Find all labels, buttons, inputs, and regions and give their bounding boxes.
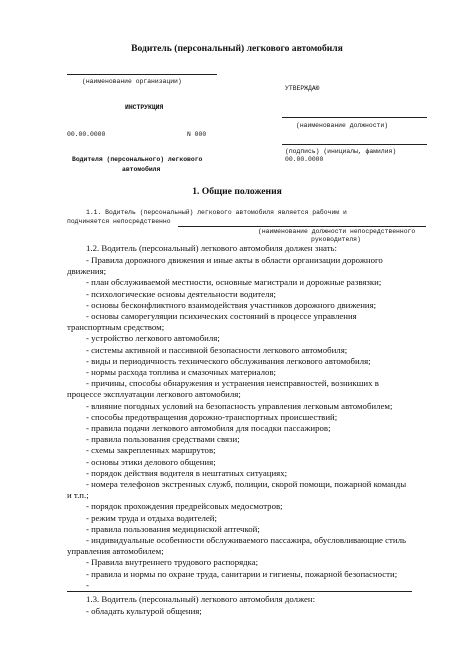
- list-item: - системы активной и пассивной безопасности легкового автомобиля;: [86, 344, 348, 355]
- list-item: - психологические основы деятельности водителя;: [86, 288, 276, 299]
- document-number: N 000: [187, 131, 207, 138]
- list-item: - правила подачи легкового автомобиля для посадки пассажиров;: [86, 423, 331, 433]
- list-item: процессе эксплуатации легкового автомобиля;: [67, 389, 241, 400]
- for-whom-line-1: Водителя (персонального) легкового: [72, 156, 203, 163]
- list-end-line: [67, 591, 412, 592]
- list-item: - способы предотвращения дорожно-транспортных происшествий;: [86, 411, 338, 422]
- section-1-title: 1. Общие положения: [192, 186, 282, 197]
- approve-label: УТВЕРЖДАЮ: [285, 85, 320, 92]
- p11-line-1: 1.1. Водитель (персональный) легкового автомобиля является рабочим и: [86, 209, 347, 216]
- list-item: - основы этики делового общения;: [86, 456, 216, 467]
- list-item: - виды и периодичность технического обслуживания легкового автомобиля;: [86, 355, 371, 366]
- p11-supervisor-line: [178, 226, 426, 227]
- date-number: 00.00.0000: [67, 131, 106, 138]
- list-item: - устройство легкового автомобиля;: [86, 333, 220, 344]
- list-item: - номера телефонов экстренных служб, полиции, скорой помощи, пожарной команды: [86, 479, 407, 489]
- for-whom-line-2: автомобиля: [122, 166, 161, 173]
- p11-line-2: подчиняется непосредственно: [67, 218, 171, 225]
- p13-intro: 1.3. Водитель (персональный) легкового автомобиля должен:: [86, 594, 316, 604]
- list-item: - порядок прохождения предрейсовых медосмотров;: [86, 501, 283, 512]
- p11-caption-2: руководителя): [311, 236, 361, 243]
- position-line: [282, 117, 427, 118]
- list-item: - правила пользования медицинской аптечкой;: [86, 523, 260, 534]
- list-item: -: [86, 579, 89, 590]
- instruction-label: ИНСТРУКЦИЯ: [125, 104, 164, 111]
- p12-intro: 1.2. Водитель (персональный) легкового автомобиля должен знать:: [86, 243, 337, 253]
- list-item: - основы саморегуляции психических состояний в процессе управления: [86, 311, 357, 321]
- list-item: - схемы закрепленных маршрутов;: [86, 445, 216, 456]
- signature-caption: (подпись) (инициалы, фамилия): [285, 148, 397, 155]
- organization-line: [67, 74, 217, 75]
- list-item: - основы бесконфликтного взаимодействия участников дорожного движения;: [86, 299, 377, 310]
- list-item: управления автомобилем;: [67, 546, 164, 557]
- list-item: - порядок действия водителя в нештатных ситуациях;: [86, 467, 288, 478]
- list-item: - нормы расхода топлива и смазочных материалов;: [86, 367, 276, 377]
- list-item: - правила и нормы по охране труда, санитарии и гигиены, пожарной безопасности;: [86, 568, 398, 579]
- approve-date: 00.00.0000: [285, 156, 324, 163]
- list-item: и т.п.;: [67, 490, 89, 501]
- p11-caption-1: (наименование должности непосредственного: [258, 228, 416, 235]
- list-item: - индивидуальные особенности обслуживаемого пассажира, обусловливающие стиль: [86, 535, 407, 545]
- list-item: - режим труда и отдыха водителей;: [86, 512, 217, 523]
- list-item: - план обслуживаемой местности, основные магистрали и дорожные развязки;: [86, 277, 382, 288]
- signature-line: [282, 144, 427, 145]
- position-caption: (наименование должности): [296, 122, 389, 129]
- list-item: - причины, способы обнаружения и устранения неисправностей, возникших в: [86, 378, 379, 389]
- list-item: транспортным средством;: [67, 322, 165, 333]
- list-item: - Правила внутреннего трудового распорядка;: [86, 557, 259, 568]
- list-item: - Правила дорожного движения и иные акты в области организации дорожного: [86, 255, 383, 265]
- list-item: - влияние погодных условий на безопасность управления легковым автомобилем;: [86, 400, 393, 411]
- organization-caption: (наименование организации): [82, 78, 182, 85]
- list-item: - правила пользования средствами связи;: [86, 434, 240, 445]
- list-item: движения;: [67, 266, 107, 277]
- document-title: Водитель (персональный) легкового автомобиля: [131, 43, 343, 54]
- p13-item-1: - обладать культурой общения;: [86, 606, 202, 616]
